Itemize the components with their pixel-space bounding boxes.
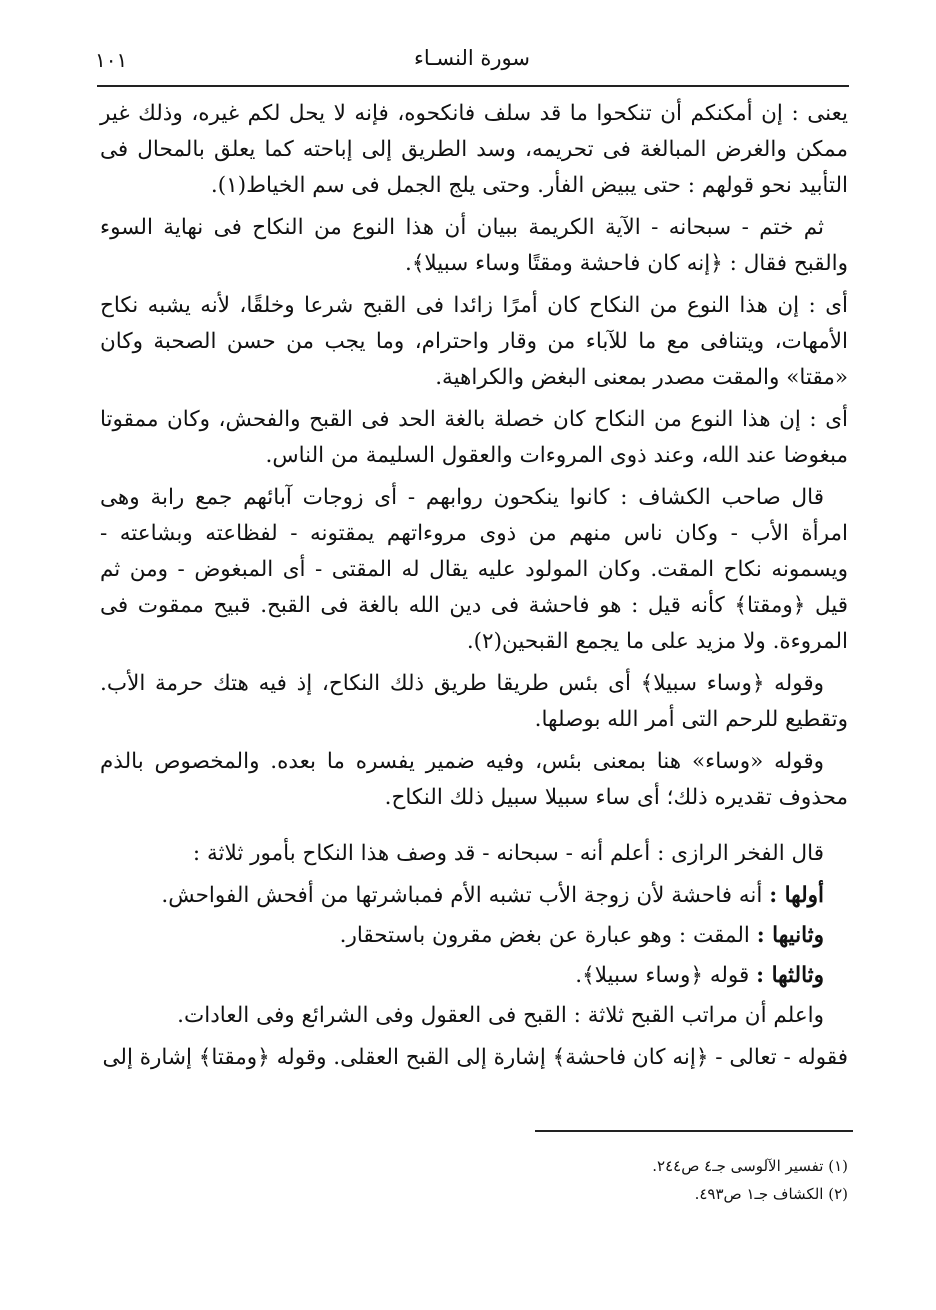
razi-intro: قال الفخر الرازى : أعلم أنه - سبحانه - قد وصف هذا النكاح بأمور ثلاثة : (192, 841, 824, 866)
razi-item-text: أنه فاحشة لأن زوجة الأب تشبه الأم فمباشرتها من أفحش الفواحش. (161, 883, 770, 908)
razi-item (100, 918, 848, 954)
section-gap (100, 822, 848, 836)
header-rule (97, 85, 849, 87)
footnotes (540, 1152, 848, 1208)
footnote: (٢) الكشاف جـ١ ص٤٩٣. (694, 1185, 848, 1203)
paragraph: ثم ختم - سبحانه - الآية الكريمة ببيان أن هذا النوع من النكاح فى نهاية السوء والقبح فقال : ﴿إنه كان فاحشة ومقتًا وساء سبيلا﴾. (100, 215, 848, 276)
paragraph: يعنى : إن أمكنكم أن تنكحوا ما قد سلف فانكحوه، فإنه لا يحل لكم غيره، وذلك غير ممكن والغرض المبالغة فى تحريمه، وسد الطريق إلى إباحته كما يعلق بالمحال فى التأبيد نحو قولهم : حتى يبيض الفأر. وحتى يلج الجمل فى سم الخياط(١). (100, 101, 848, 198)
razi-item-text: المقت : وهو عبارة عن بغض مقرون باستحقار. (339, 923, 757, 948)
running-title: سورة النسـاء (414, 46, 530, 70)
paragraph: أى : إن هذا النوع من النكاح كان خصلة بالغة الحد فى القبح والفحش، وكان ممقوتا مبغوضا عند الله، وعند ذوى المروءات والعقول السليمة من الناس. (100, 407, 848, 468)
razi-item-text: قوله ﴿وساء سبيلا﴾. (575, 963, 757, 988)
paragraph: فقوله - تعالى - ﴿إنه كان فاحشة﴾ إشارة إلى القبح العقلى. وقوله ﴿ومقتا﴾ إشارة إلى (102, 1045, 848, 1070)
paragraph: وقوله «وساء» هنا بمعنى بئس، وفيه ضمير يفسره ما بعده. والمخصوص بالذم محذوف تقديره ذلك؛ أى ساء سبيلا سبيل ذلك النكاح. (100, 749, 848, 810)
body-text (100, 96, 848, 1082)
page-number: ١٠١ (95, 48, 128, 72)
paragraph: قال صاحب الكشاف : كانوا ينكحون روابهم - أى زوجات آبائهم جمع رابة وهى امرأة الأب - وكان ناس منهم من ذوى مروءاتهم يمقتونه - لفظاعته وبشاعته - ويسمونه نكاح المقت. وكان المولود عليه يقال له المقتى - أى المبغوض - ومن ثم قيل ﴿ومقتا﴾ كأنه قيل : هو فاحشة فى دين الله بالغة فى القبح. قبيح ممقوت فى المروءة. ولا مزيد على ما يجمع القبحين(٢). (100, 485, 848, 654)
paragraph: واعلم أن مراتب القبح ثلاثة : القبح فى العقول وفى الشرائع وفى العادات. (177, 1003, 824, 1028)
paragraph: وقوله ﴿وساء سبيلا﴾ أى بئس طريقا طريق ذلك النكاح، إذ فيه هتك حرمة الأب. وتقطيع للرحم التى أمر الله بوصلها. (100, 671, 848, 732)
razi-item (100, 878, 848, 914)
razi-item (100, 958, 848, 994)
footnote: (١) تفسير الآلوسى جـ٤ ص٢٤٤. (652, 1157, 848, 1175)
footnote-rule (535, 1130, 853, 1132)
paragraph: أى : إن هذا النوع من النكاح كان أمرًا زائدا فى القبح شرعا وخلقًا، لأنه يشبه نكاح الأمهات، ويتنافى مع ما للآباء من وقار واحترام، وما يجب من حسن الصحبة وكان «مقتا» والمقت مصدر بمعنى البغض والكراهية. (100, 293, 848, 390)
razi-item-lead: وثالثها : (756, 963, 824, 988)
razi-item-lead: أولها : (769, 883, 824, 908)
page-header (95, 38, 849, 78)
razi-item-lead: وثانيها : (756, 923, 824, 948)
